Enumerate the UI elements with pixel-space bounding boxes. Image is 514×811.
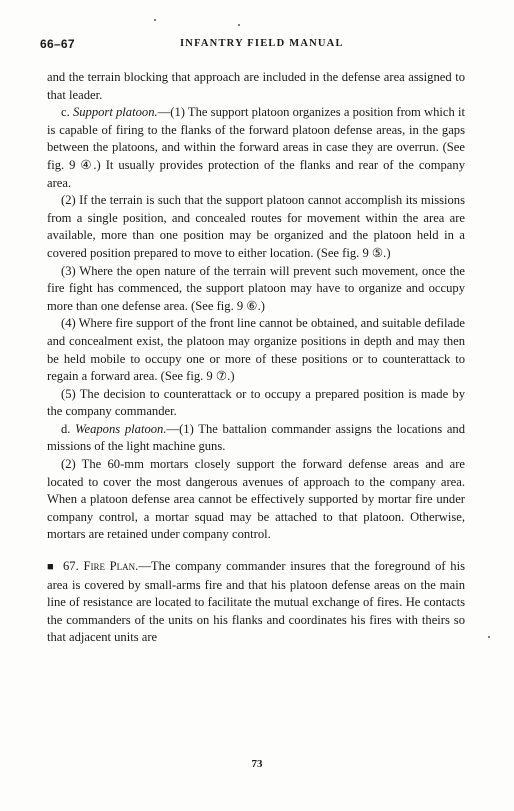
body-text (47, 69, 465, 647)
section-number: 67. (62, 559, 79, 574)
paragraph-support-platoon: c. Support platoon.—(1) The support platoon organizes a position from which it is capable of firing to the flanks of the forward platoon defense areas, in the gaps between the platoons, and within the forward areas in case they are overrun. (See fig. 9 ④.) It usually provides protection of the flanks and rear of the company area. (47, 105, 466, 190)
page-reference: 66–67 (40, 37, 75, 51)
page-number: 73 (251, 758, 263, 770)
running-title: INFANTRY FIELD MANUAL (180, 38, 344, 49)
section-mark-icon: ■ (47, 561, 56, 574)
subheading-support-platoon: Support platoon. (72, 105, 158, 120)
paragraph-support-2: (2) If the terrain is such that the support platoon cannot accomplish its missions from a single position, and concealed routes for movement within the area are available, more than one position may be organized and the platoon held in a covered position prepared to move to either location. (See fig. 9 ⑤.) (47, 193, 465, 260)
section-heading: Fire Plan. (83, 559, 139, 574)
paragraph-support-5: (5) The decision to counterattack or to occupy a prepared position is made by the company commander. (47, 386, 465, 419)
page-header (40, 37, 474, 53)
subheading-weapons-platoon: Weapons platoon. (75, 421, 167, 436)
paragraph-support-3: (3) Where the open nature of the terrain will prevent such movement, once the fire fight has commenced, the support platoon may have to organize and occupy more than one defense area. (See fig. 9 ⑥.) (47, 263, 465, 313)
section-67-fire-plan: ■ 67. Fire Plan.—The company commander insures that the foreground of his area is covered by small-arms fire and that his platoon defense areas on the main line of resistance are located to facilitate the mutual exchange of fires. He contacts the commanders of the units on his flanks and coordinates his fires with theirs so that adjacent units are (47, 559, 465, 645)
print-speck (238, 24, 240, 26)
print-speck (154, 19, 156, 21)
paragraph-support-4: (4) Where fire support of the front line cannot be obtained, and suitable defilade and concealment exist, the platoon may organize positions in depth and may then be held mobile to occupy one or more of these positions or to counterattack to regain a forward area. (See fig. 9 ⑦.) (47, 316, 465, 384)
print-speck (488, 636, 490, 638)
paragraph-weapons-platoon: d. Weapons platoon.—(1) The battalion commander assigns the locations and missions of the light machine guns. (47, 421, 466, 454)
paragraph-continuation: and the terrain blocking that approach are included in the defense area assigned to that leader. (47, 70, 465, 102)
paragraph-weapons-2: (2) The 60-mm mortars closely support the forward defense areas and are located to cover the most dangerous avenues of approach to the company area. When a platoon defense area cannot be effectively supported by mortar fire under company control, a mortar squad may be attached to that platoon. Otherwise, mortars are retained under company control. (47, 457, 465, 542)
